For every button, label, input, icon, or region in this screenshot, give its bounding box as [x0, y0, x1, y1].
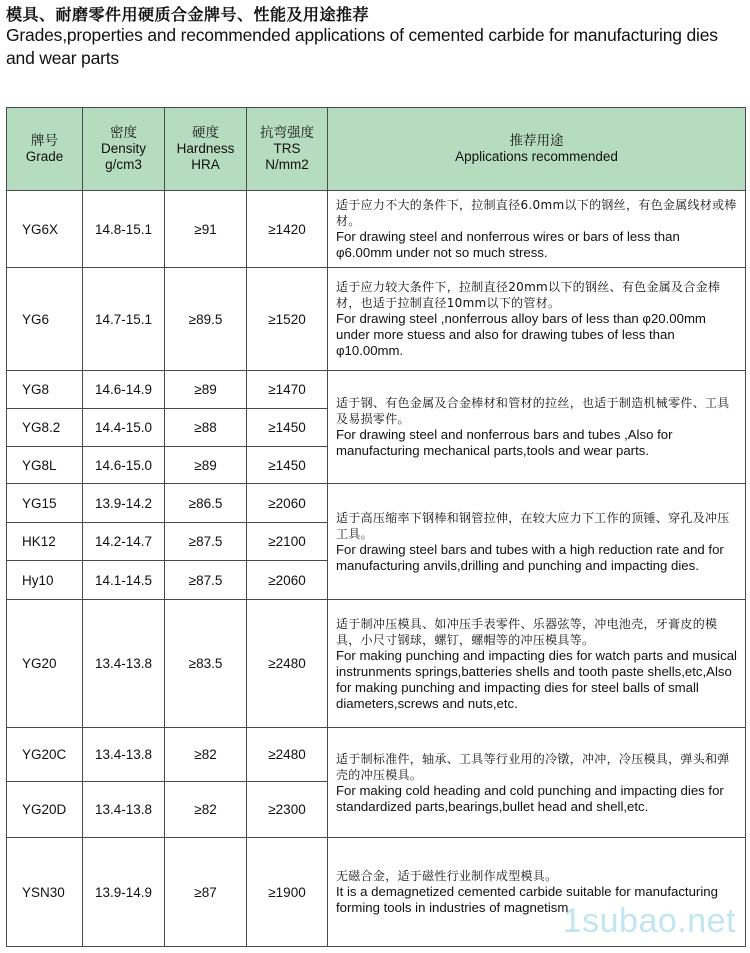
header-grade [7, 108, 83, 191]
density-cell: 13.4-13.8 [83, 782, 165, 838]
hardness-cell: ≥87.5 [165, 523, 247, 561]
page-title-cn: 模具、耐磨零件用硬质合金牌号、性能及用途推荐 [6, 5, 370, 24]
hardness-cell: ≥88 [165, 409, 247, 447]
trs-cell: ≥1470 [247, 371, 328, 409]
trs-cell: ≥2300 [247, 782, 328, 838]
application-text-cn: 无磁合金，适于磁性行业制作成型模具。 [336, 869, 558, 883]
density-cell: 14.7-15.1 [83, 268, 165, 371]
header-density [83, 108, 165, 191]
application-text-cn: 适于制标准件，轴承、工具等行业用的冷镦，冲冲，冷压模具，弹头和弹壳的冲压模具。 [336, 751, 730, 782]
grade-cell: YG15 [7, 484, 83, 523]
grade-cell: YG20C [7, 728, 83, 782]
application-text-en: For making punching and impacting dies for watch parts and musical instrunments springs,batteries shells and tooth paste shells,etc,Also for making punching and impacting dies for steel balls of small diameters,screws and nuts,etc. [336, 647, 737, 711]
density-cell: 14.6-14.9 [83, 371, 165, 409]
hardness-cell: ≥82 [165, 728, 247, 782]
grade-cell: YG6 [7, 268, 83, 371]
header-grade-en: Grade [25, 149, 64, 164]
grade-cell: YSN30 [7, 838, 83, 947]
grade-cell: YG8.2 [7, 409, 83, 447]
application-text-en: It is a demagnetized cemented carbide suitable for manufacturing forming tools in industries of magnetism [336, 884, 718, 915]
density-cell: 14.1-14.5 [83, 561, 165, 600]
header-grade-cn: 牌号 [31, 133, 58, 148]
application-text-cn: 适于应力较大条件下，拉制直径20mm以下的钢丝、有色金属及合金棒材，也适于拉制直径10mm以下的管材。 [336, 280, 721, 310]
application-cell [328, 268, 746, 371]
header-density-cn: 密度 [110, 125, 137, 140]
hardness-cell: ≥89 [165, 447, 247, 484]
header-density-unit: g/cm3 [105, 157, 142, 172]
application-text-cn: 适于应力不大的条件下，拉制直径6.0mm以下的钢丝，有色金属线材或棒材。 [336, 198, 737, 228]
table-row [7, 600, 746, 728]
hardness-cell: ≥87.5 [165, 561, 247, 600]
trs-cell: ≥2480 [247, 600, 328, 728]
trs-cell: ≥2060 [247, 561, 328, 600]
header-trs-en: TRS [273, 141, 301, 156]
grade-cell: YG20 [7, 600, 83, 728]
header-hardness-en: Hardness [176, 141, 235, 156]
density-cell: 13.9-14.2 [83, 484, 165, 523]
table-header-row [7, 108, 746, 191]
trs-cell: ≥1900 [247, 838, 328, 947]
grade-cell: YG8L [7, 447, 83, 484]
density-cell: 13.4-13.8 [83, 728, 165, 782]
grade-cell: YG8 [7, 371, 83, 409]
hardness-cell: ≥89.5 [165, 268, 247, 371]
density-cell: 14.4-15.0 [83, 409, 165, 447]
page-title-en: Grades,properties and recommended applications of cemented carbide for manufacturing dies and wear parts [6, 25, 718, 68]
grades-table-container [6, 107, 745, 944]
header-trs [247, 108, 328, 191]
table-row [7, 268, 746, 371]
hardness-cell: ≥91 [165, 191, 247, 268]
trs-cell: ≥1520 [247, 268, 328, 371]
application-text-en: For drawing steel and nonferrous wires or bars of less than φ6.00mm under not so much stress. [336, 229, 680, 260]
application-cell [328, 371, 746, 484]
density-cell: 13.9-14.9 [83, 838, 165, 947]
trs-cell: ≥1420 [247, 191, 328, 268]
header-trs-cn: 抗弯强度 [260, 125, 314, 140]
grade-cell: YG20D [7, 782, 83, 838]
trs-cell: ≥2060 [247, 484, 328, 523]
hardness-cell: ≥87 [165, 838, 247, 947]
header-density-en: Density [100, 141, 146, 156]
application-cell [328, 484, 746, 600]
trs-cell: ≥2480 [247, 728, 328, 782]
application-text-cn: 适于制冲压模具、如冲压手表零件、乐器弦等，冲电池壳，牙膏皮的模具，小尺寸钢球，螺钉，螺帽等的冲压模具等。 [336, 616, 718, 647]
trs-cell: ≥1450 [247, 409, 328, 447]
header-hardness-cn: 硬度 [192, 125, 219, 140]
watermark: 1subao.net [562, 902, 736, 940]
density-cell: 13.4-13.8 [83, 600, 165, 728]
application-cell [328, 728, 746, 838]
application-cell [328, 600, 746, 728]
table-row [7, 191, 746, 268]
trs-cell: ≥1450 [247, 447, 328, 484]
header-applications-cn: 推荐用途 [509, 133, 564, 148]
hardness-cell: ≥86.5 [165, 484, 247, 523]
hardness-cell: ≥83.5 [165, 600, 247, 728]
grade-cell: YG6X [7, 191, 83, 268]
application-text-cn: 适于钢、有色金属及合金棒材和管材的拉丝，也适于制造机械零件、工具及易损零件。 [336, 396, 730, 426]
header-trs-unit: N/mm2 [265, 157, 309, 172]
application-text-cn: 适于高压缩率下钢棒和钢管拉伸，在较大应力下工作的顶锤、穿孔及冲压工具。 [336, 510, 730, 541]
trs-cell: ≥2100 [247, 523, 328, 561]
hardness-cell: ≥89 [165, 371, 247, 409]
density-cell: 14.8-15.1 [83, 191, 165, 268]
grade-cell: Hy10 [7, 561, 83, 600]
table-row [7, 484, 746, 523]
application-text-en: For making cold heading and cold punching and impacting dies for standardized parts,bearings,bullet head and shell,etc. [336, 782, 724, 814]
application-cell [328, 191, 746, 268]
header-applications-en: Applications recommended [455, 149, 618, 164]
header-hardness-unit: HRA [191, 157, 220, 172]
hardness-cell: ≥82 [165, 782, 247, 838]
grade-cell: HK12 [7, 523, 83, 561]
application-text-en: For drawing steel and nonferrous bars and tubes ,Also for manufacturing mechanical parts,tools and wear parts. [336, 427, 673, 458]
density-cell: 14.2-14.7 [83, 523, 165, 561]
table-row [7, 728, 746, 782]
grades-table [6, 107, 746, 947]
application-text-en: For drawing steel bars and tubes with a high reduction rate and for manufacturing anvils,drilling and punching and impacting dies. [336, 541, 724, 573]
density-cell: 14.6-15.0 [83, 447, 165, 484]
header-hardness [165, 108, 247, 191]
table-row [7, 371, 746, 409]
application-text-en: For drawing steel ,nonferrous alloy bars of less than φ20.00mm under more stuess and also for drawing tubes of less than φ10.00mm. [336, 311, 706, 358]
header-applications [328, 108, 746, 191]
